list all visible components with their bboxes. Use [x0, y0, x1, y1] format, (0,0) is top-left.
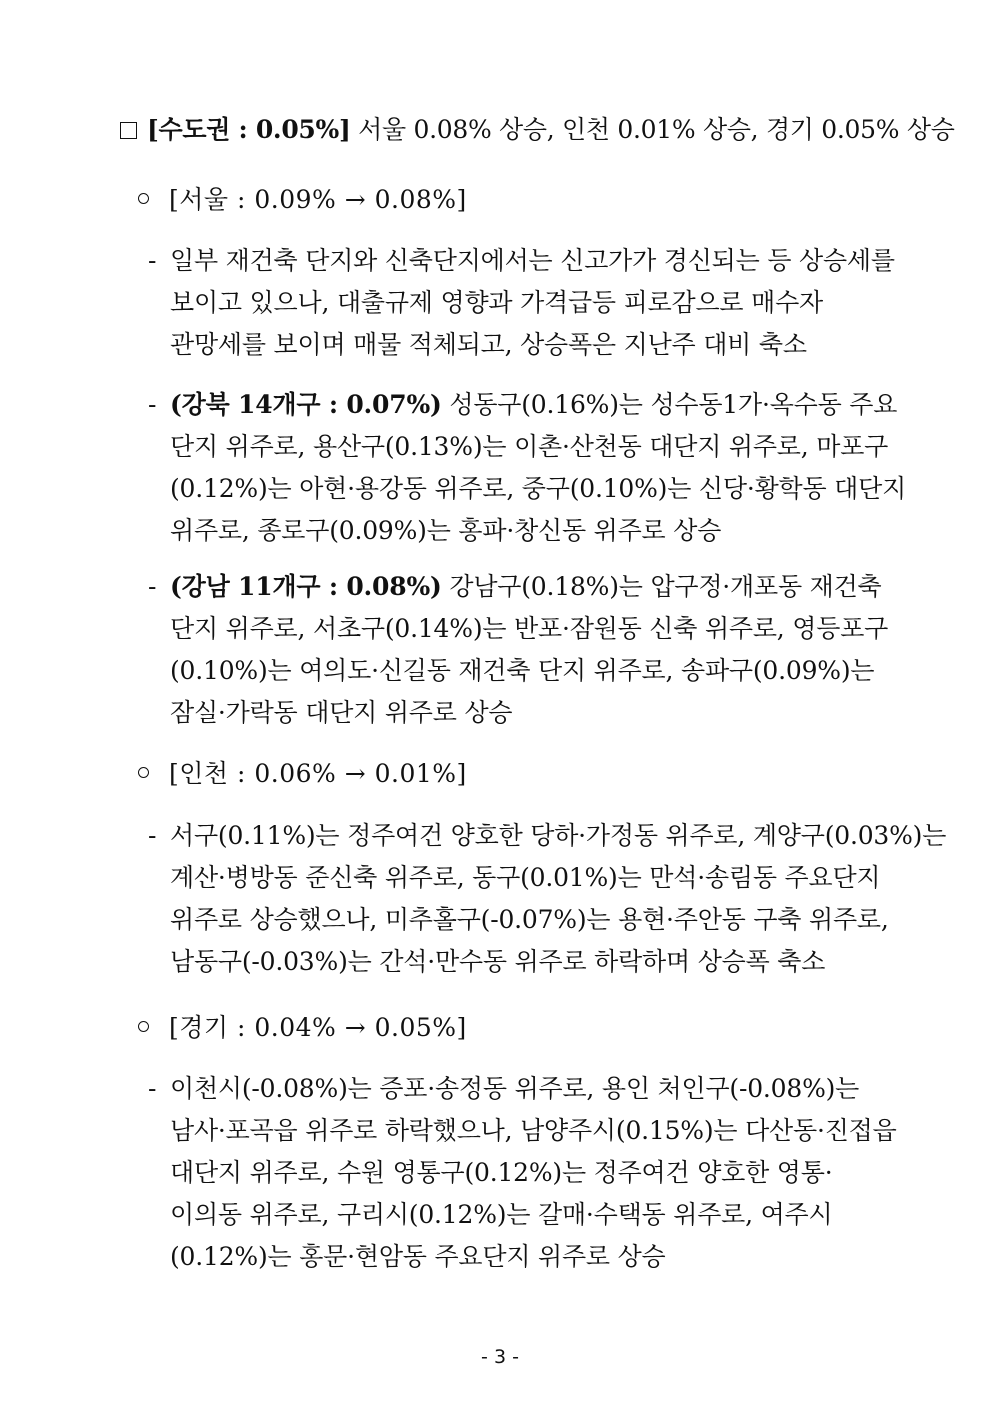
paragraph-line: (0.12%)는 아현·용강동 위주로, 중구(0.10%)는 신당·황학동 대단지 [170, 474, 907, 503]
paragraph-line [148, 1068, 888, 1110]
dash-bullet: - [148, 246, 157, 275]
line-text: 성동구(0.16%)는 성수동1가·옥수동 주요 [441, 390, 898, 419]
main-heading [120, 113, 955, 147]
paragraph-line: 잠실·가락동 대단지 위주로 상승 [170, 698, 513, 727]
section-heading-text: [경기 : 0.04% → 0.05%] [169, 1013, 467, 1042]
paragraph-line: (0.12%)는 홍문·현암동 주요단지 위주로 상승 [170, 1242, 666, 1271]
paragraph-seoul-gangnam [148, 566, 888, 734]
page-number: - 3 - [481, 1346, 519, 1368]
dash-bullet: - [148, 572, 157, 601]
paragraph-seoul-gangbuk [148, 384, 907, 552]
main-heading-text: 서울 0.08% 상승, 인천 0.01% 상승, 경기 0.05% 상승 [350, 115, 955, 144]
circle-bullet-icon [138, 1021, 149, 1032]
line-text: 일부 재건축 단지와 신축단지에서는 신고가가 경신되는 등 상승세를 [170, 246, 895, 275]
paragraph-line: (0.10%)는 여의도·신길동 재건축 단지 위주로, 송파구(0.09%)는 [170, 656, 875, 685]
dash-bullet: - [148, 1074, 157, 1103]
checkbox-square-icon [120, 122, 137, 139]
paragraph-label: (강북 14개구 : 0.07%) [170, 390, 442, 419]
circle-bullet-icon [138, 193, 149, 204]
line-text: 서구(0.11%)는 정주여건 양호한 당하·가정동 위주로, 계양구(0.03%)는 [170, 821, 947, 850]
line-text: 이천시(-0.08%)는 증포·송정동 위주로, 용인 처인구(-0.08%)는 [170, 1074, 860, 1103]
circle-bullet-icon [138, 767, 149, 778]
paragraph-line: 남동구(-0.03%)는 간석·만수동 위주로 하락하며 상승폭 축소 [170, 947, 826, 976]
dash-bullet: - [148, 821, 157, 850]
paragraph-line: 대단지 위주로, 수원 영통구(0.12%)는 정주여건 양호한 영통· [170, 1158, 833, 1187]
paragraph-line: 단지 위주로, 용산구(0.13%)는 이촌·산천동 대단지 위주로, 마포구 [170, 432, 889, 461]
dash-bullet: - [148, 390, 157, 419]
section-heading-gyeonggi [138, 1011, 467, 1045]
paragraph-seoul-general [148, 240, 895, 366]
paragraph-line [148, 566, 888, 608]
paragraph-line [148, 384, 898, 426]
section-heading-seoul [138, 183, 467, 217]
paragraph-line: 이의동 위주로, 구리시(0.12%)는 갈매·수택동 위주로, 여주시 [170, 1200, 833, 1229]
paragraph-line: 남사·포곡읍 위주로 하락했으나, 남양주시(0.15%)는 다산동·진접읍 [170, 1116, 897, 1145]
paragraph-line: 위주로 상승했으나, 미추홀구(-0.07%)는 용현·주안동 구축 위주로, [170, 905, 889, 934]
paragraph-gyeonggi [148, 1068, 897, 1278]
main-heading-label: [수도권 : 0.05%] [147, 115, 351, 144]
paragraph-line [148, 240, 895, 282]
paragraph-line [148, 815, 947, 857]
section-heading-incheon [138, 757, 467, 791]
section-heading-text: [인천 : 0.06% → 0.01%] [169, 759, 467, 788]
paragraph-line: 보이고 있으나, 대출규제 영향과 가격급등 피로감으로 매수자 [170, 288, 823, 317]
paragraph-line: 위주로, 종로구(0.09%)는 홍파·창신동 위주로 상승 [170, 516, 722, 545]
paragraph-label: (강남 11개구 : 0.08%) [170, 572, 442, 601]
section-heading-text: [서울 : 0.09% → 0.08%] [169, 185, 467, 214]
line-text: 강남구(0.18%)는 압구정·개포동 재건축 [441, 572, 882, 601]
paragraph-line: 단지 위주로, 서초구(0.14%)는 반포·잠원동 신축 위주로, 영등포구 [170, 614, 889, 643]
paragraph-line: 관망세를 보이며 매물 적체되고, 상승폭은 지난주 대비 축소 [170, 330, 807, 359]
paragraph-incheon [148, 815, 947, 983]
paragraph-line: 계산·병방동 준신축 위주로, 동구(0.01%)는 만석·송림동 주요단지 [170, 863, 881, 892]
